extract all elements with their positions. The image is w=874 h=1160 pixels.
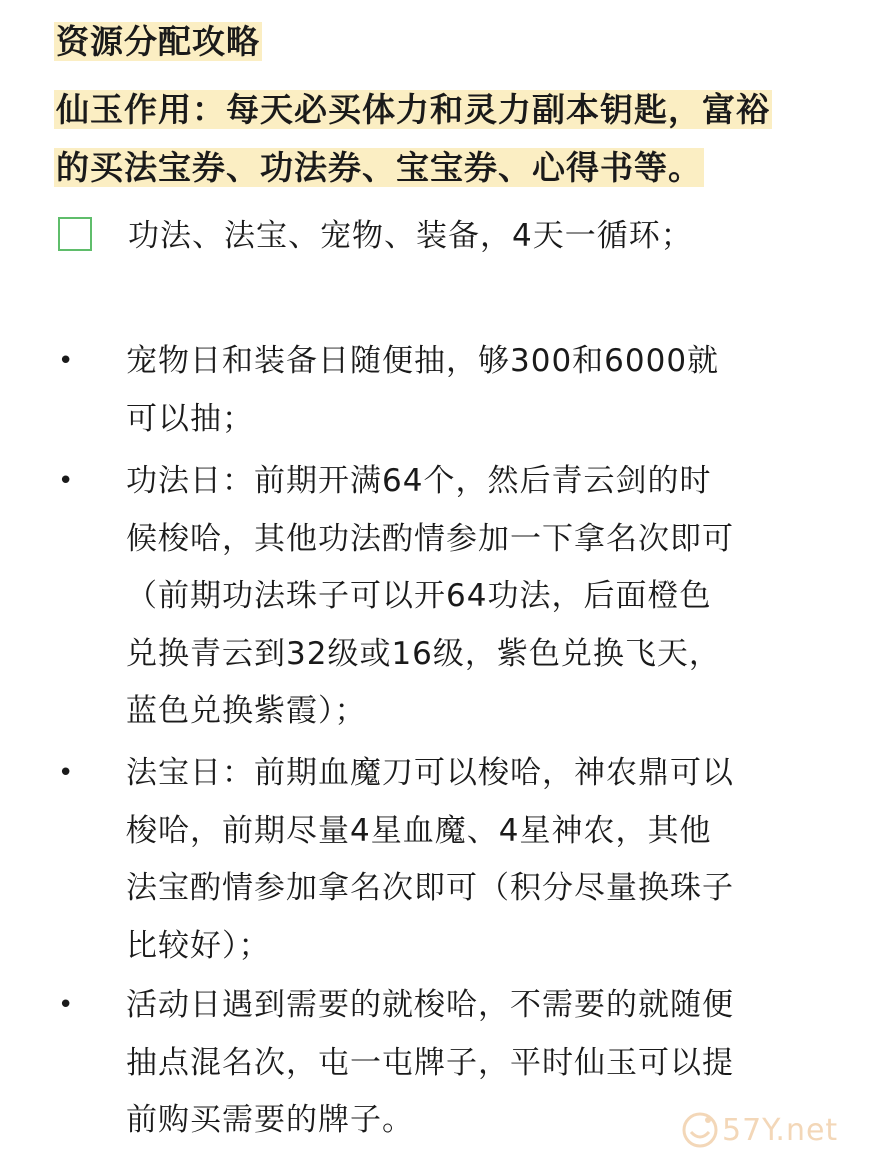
bullet-dot: • — [58, 990, 74, 1020]
list-item-line: 抽点混名次，屯一屯牌子，平时仙玉可以提 — [126, 1044, 734, 1081]
list-item-line: 活动日遇到需要的就梭哈，不需要的就随便 — [126, 987, 734, 1023]
intro-line-1-text: 仙玉作用：每天必买体力和灵力副本钥匙，富裕 — [56, 90, 770, 129]
checklist-text: 功法、法宝、宠物、装备，4天一循环； — [128, 218, 693, 254]
intro-line-2-text: 的买法宝券、功法券、宝宝券、心得书等。 — [56, 148, 702, 187]
list-item-text — [126, 453, 826, 741]
list-item-line: 候梭哈，其他功法酌情参加一下拿名次即可 — [126, 520, 734, 557]
watermark — [680, 1110, 870, 1154]
list-item-text — [126, 333, 826, 448]
page-title — [54, 18, 262, 66]
checkbox[interactable] — [58, 217, 92, 251]
list-item-line: 比较好）； — [126, 927, 271, 964]
checklist-item — [58, 212, 838, 260]
list-item-line: 可以抽； — [126, 400, 254, 437]
page-title-text: 资源分配攻略 — [56, 22, 260, 61]
list-item-line: 法宝日：前期血魔刀可以梭哈，神农鼎可以 — [126, 755, 734, 791]
list-item-line: 功法日：前期开满64个，然后青云剑的时 — [126, 463, 712, 499]
watermark-text: 57Y.net — [722, 1113, 839, 1148]
list-item-line: 兑换青云到32级或16级，紫色兑换飞天， — [126, 635, 721, 672]
list-item-line: 前购买需要的牌子。 — [126, 1102, 414, 1138]
list-item-line: 梭哈，前期尽量4星血魔、4星神农，其他 — [126, 812, 712, 849]
intro-line-2 — [54, 144, 704, 192]
list-item-line: 法宝酌情参加拿名次即可（积分尽量换珠子 — [126, 870, 734, 906]
list-item-line: 蓝色兑换紫霞）； — [126, 693, 367, 729]
bullet-dot: • — [58, 466, 74, 496]
list-item-line: 宠物日和装备日随便抽，够300和6000就 — [126, 343, 720, 379]
bullet-dot: • — [58, 346, 74, 376]
list-item-line: （前期功法珠子可以开64功法，后面橙色 — [126, 578, 712, 614]
bullet-dot: • — [58, 758, 74, 788]
list-item-text — [126, 745, 826, 975]
intro-line-1 — [54, 86, 820, 134]
smile-logo-icon — [680, 1110, 720, 1150]
